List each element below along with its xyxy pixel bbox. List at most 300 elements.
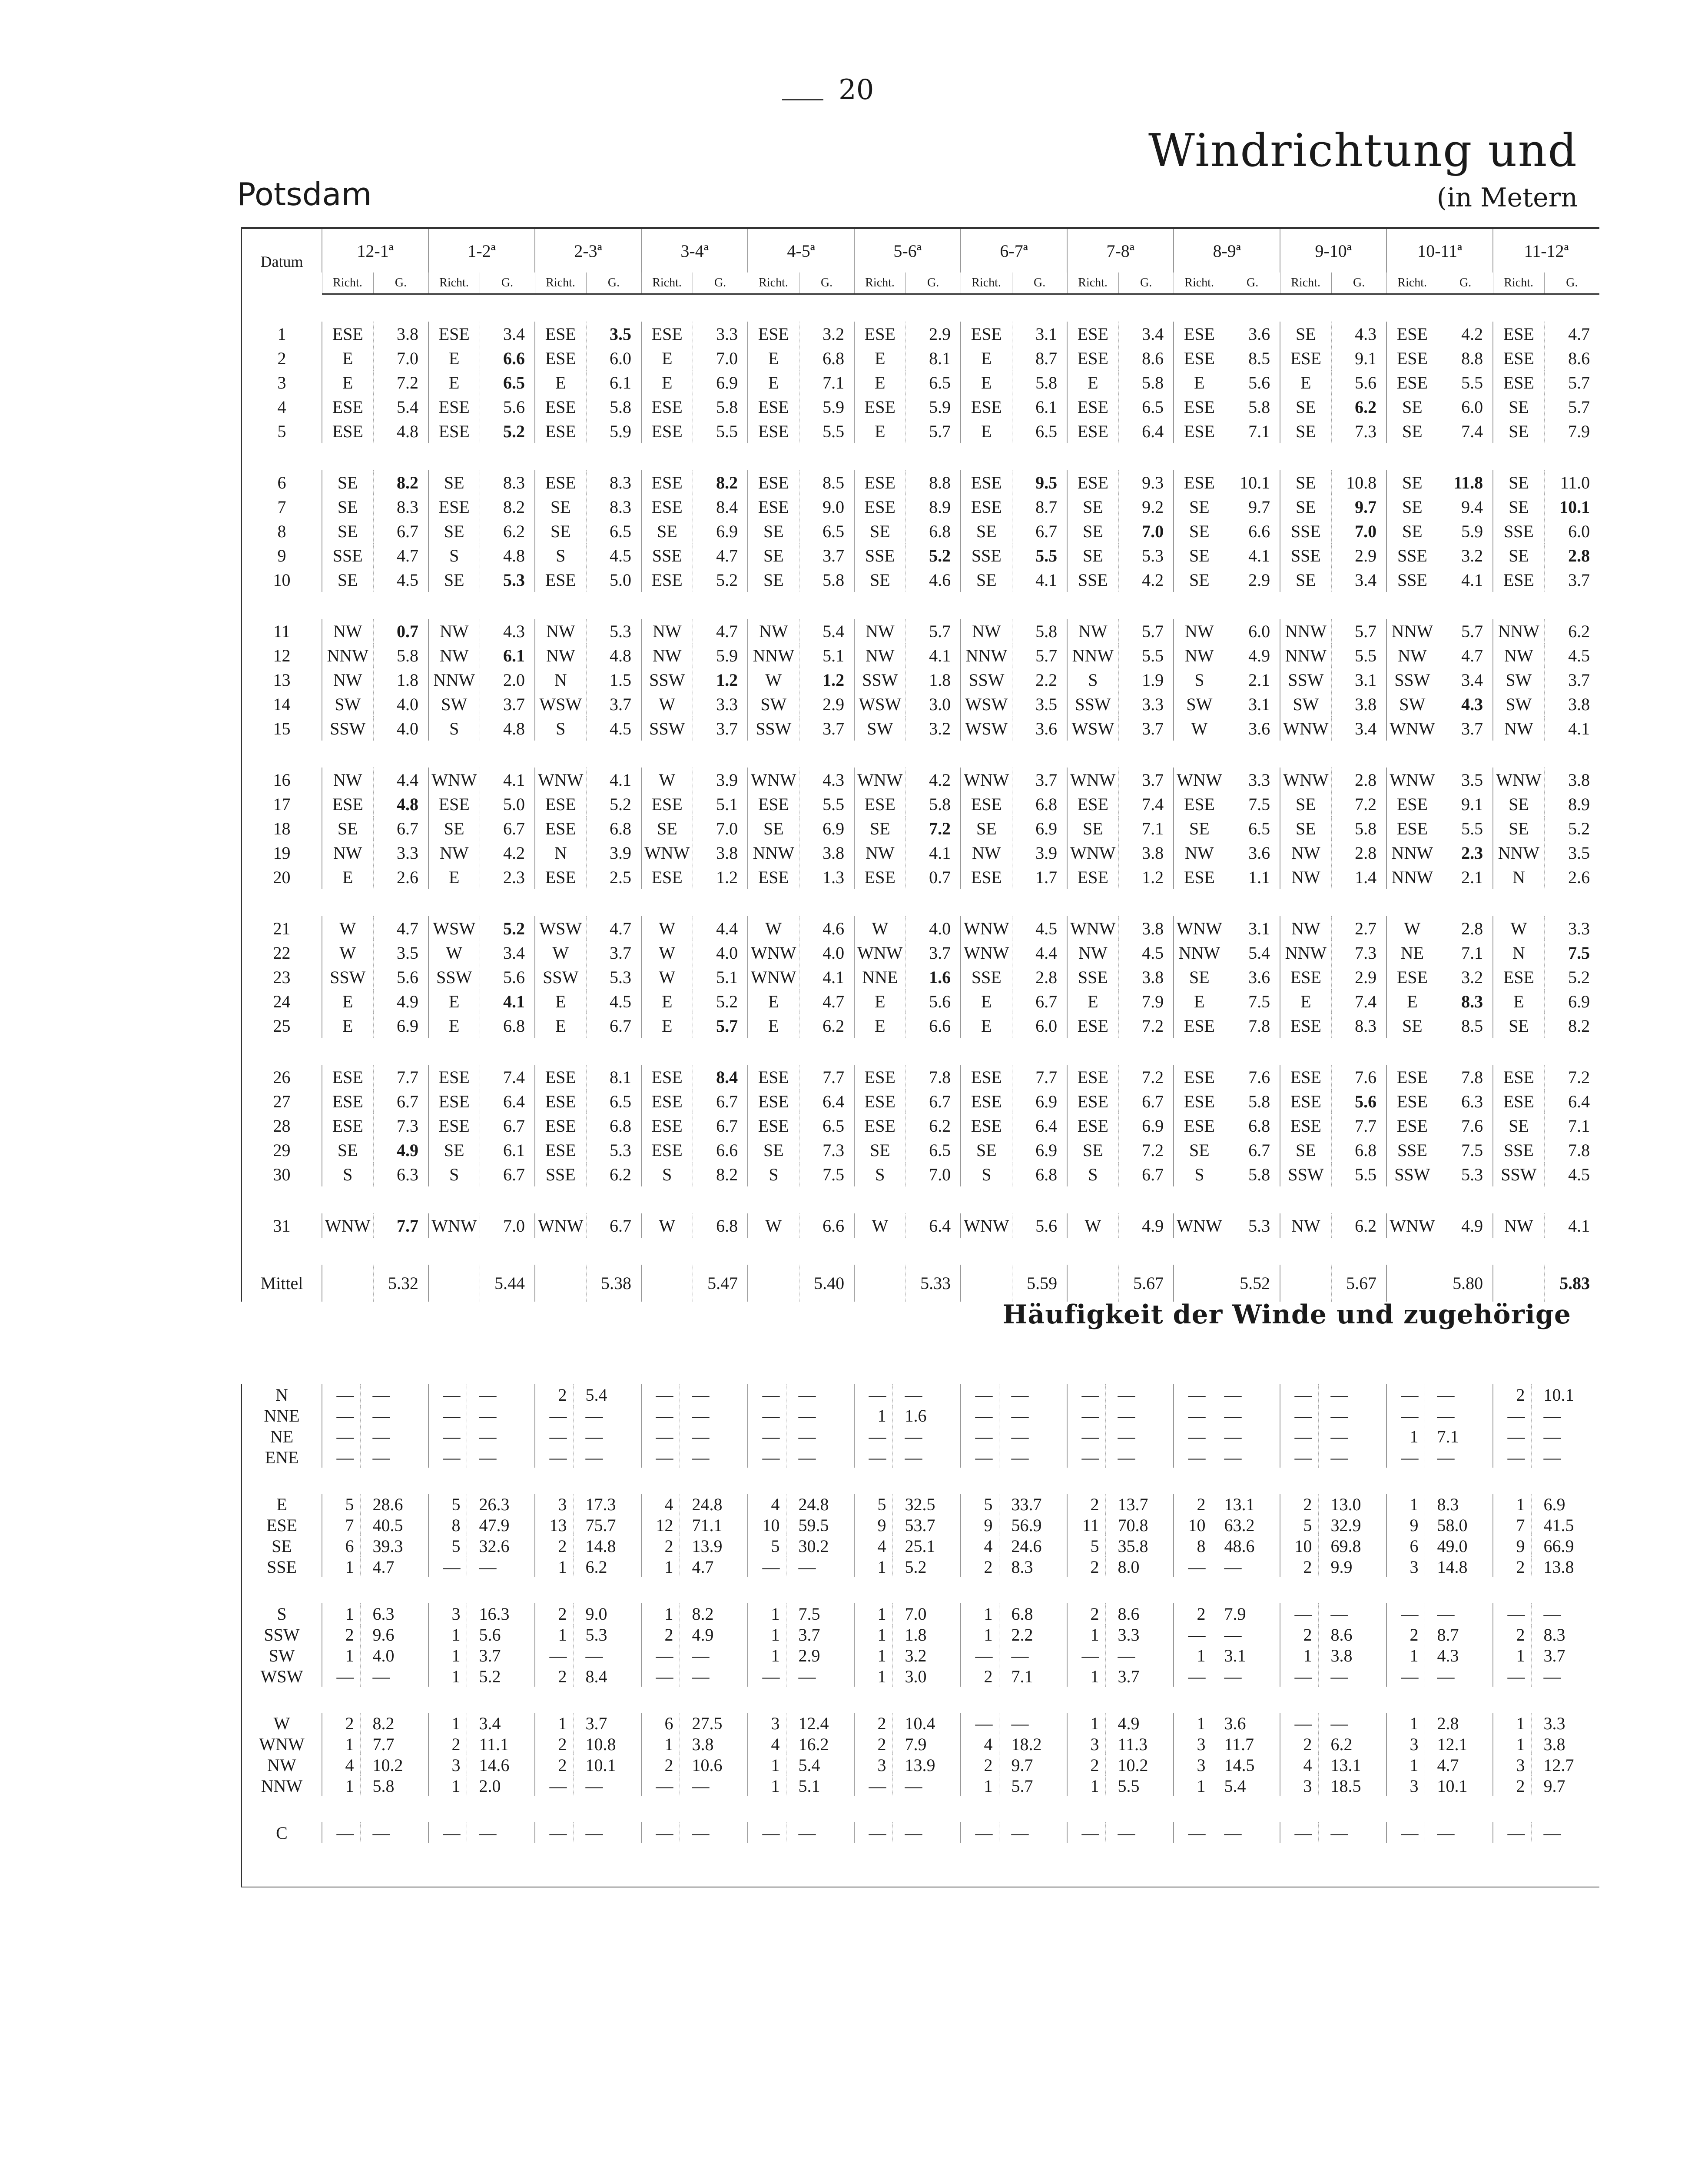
wind-direction: SE [1493,792,1544,816]
wind-direction: ESE [1067,865,1118,889]
wind-speed: 4.1 [905,643,961,668]
wind-direction: ESE [1386,346,1438,370]
hour-header: 9-10ª [1280,228,1386,273]
frequency-speed-sum: 5.4 [1212,1775,1280,1796]
frequency-direction: W [242,1713,322,1734]
wind-speed: 6.6 [480,346,535,370]
wind-direction: ESE [1493,965,1544,989]
frequency-count: 1 [428,1645,467,1666]
frequency-count: 1 [961,1624,999,1645]
frequency-count: 8 [428,1515,467,1535]
wind-speed: 7.0 [693,816,748,841]
wind-direction: ESE [641,792,693,816]
frequency-speed-sum: 32.5 [892,1494,961,1515]
wind-speed: 3.4 [480,322,535,346]
wind-direction: NW [1386,643,1438,668]
frequency-speed-sum: 8.2 [680,1603,748,1624]
frequency-count: — [1386,1384,1425,1405]
wind-speed: 5.9 [905,395,961,419]
wind-speed: 7.0 [905,1162,961,1186]
wind-speed: 7.8 [1544,1138,1599,1162]
speed-subheader: G. [1225,272,1280,294]
day-row [242,1213,1599,1238]
frequency-direction: NNW [242,1775,322,1796]
direction-subheader: Richt. [1386,272,1438,294]
mean-row [242,1265,1599,1302]
wind-direction: ESE [322,419,373,443]
frequency-row [242,1515,1599,1535]
wind-direction: ESE [322,1089,373,1113]
frequency-speed-sum: — [573,1447,641,1468]
wind-direction: ESE [428,1113,480,1138]
wind-speed: 7.3 [1331,419,1386,443]
wind-direction: ESE [748,395,799,419]
wind-direction: ESE [1386,1113,1438,1138]
frequency-speed-sum: 4.0 [360,1645,428,1666]
frequency-speed-sum: 10.1 [1531,1384,1599,1405]
wind-speed: 4.6 [905,568,961,592]
frequency-count: 2 [641,1624,680,1645]
wind-direction: WNW [322,1213,373,1238]
frequency-speed-sum: 16.3 [467,1603,535,1624]
frequency-speed-sum: 11.3 [1105,1734,1174,1754]
wind-speed: 7.7 [373,1065,428,1089]
frequency-section-title: Häufigkeit der Winde und zugehörige [1002,1299,1571,1330]
frequency-speed-sum: — [999,1822,1067,1843]
wind-speed: 4.6 [799,916,854,940]
frequency-count: 3 [748,1713,786,1734]
wind-direction: NNW [1493,841,1544,865]
wind-speed: 3.6 [1225,322,1280,346]
wind-speed: 5.5 [1331,643,1386,668]
wind-speed: 4.9 [373,989,428,1013]
frequency-count: 1 [854,1645,892,1666]
speed-subheader: G. [373,272,428,294]
wind-direction: ESE [641,495,693,519]
datum-header: Datum [242,228,322,294]
wind-speed: 7.9 [1544,419,1599,443]
wind-direction: SE [322,1138,373,1162]
frequency-count: 3 [535,1494,573,1515]
wind-speed: 6.2 [799,1013,854,1038]
frequency-count: — [535,1822,573,1843]
wind-speed: 7.5 [1544,940,1599,965]
wind-direction-speed-table [241,227,1599,1302]
wind-direction: SE [428,1138,480,1162]
wind-speed: 3.6 [1225,965,1280,989]
wind-speed: 5.8 [1118,370,1174,395]
wind-direction: S [428,1162,480,1186]
frequency-speed-sum: 30.2 [786,1535,854,1556]
frequency-count: — [535,1645,573,1666]
frequency-count: — [1280,1666,1318,1687]
wind-direction: SE [961,816,1012,841]
wind-speed: 5.7 [905,619,961,643]
wind-speed: 8.4 [693,1065,748,1089]
wind-direction: ESE [322,792,373,816]
wind-speed: 7.0 [480,1213,535,1238]
wind-speed: 2.8 [1544,543,1599,568]
wind-direction: ESE [1174,470,1225,495]
wind-direction: WNW [961,916,1012,940]
day-row [242,816,1599,841]
frequency-count: — [1174,1822,1212,1843]
wind-direction: NW [322,768,373,792]
frequency-count: 5 [428,1494,467,1515]
wind-speed: 4.1 [1544,716,1599,741]
frequency-speed-sum: 4.9 [1105,1713,1174,1734]
frequency-count: 4 [961,1734,999,1754]
wind-direction: NNW [748,841,799,865]
frequency-count: — [535,1426,573,1447]
wind-direction: W [641,940,693,965]
frequency-count: 1 [1174,1775,1212,1796]
hour-header: 4-5ª [748,228,854,273]
wind-speed: 8.6 [1544,346,1599,370]
wind-direction: SE [748,568,799,592]
day-row [242,768,1599,792]
hour-header: 11-12ª [1493,228,1599,273]
wind-speed: 6.3 [1438,1089,1493,1113]
wind-speed: 3.9 [693,768,748,792]
wind-speed: 6.7 [586,1213,641,1238]
wind-direction: SE [428,568,480,592]
frequency-speed-sum: 27.5 [680,1713,748,1734]
wind-direction: SE [1174,543,1225,568]
frequency-count: 2 [428,1734,467,1754]
frequency-speed-sum: 2.0 [467,1775,535,1796]
wind-speed: 6.0 [1544,519,1599,543]
hour-header: 6-7ª [961,228,1067,273]
wind-speed: 4.7 [693,543,748,568]
wind-direction: WSW [535,916,586,940]
wind-direction: SE [1386,495,1438,519]
day-row [242,668,1599,692]
frequency-speed-sum: 3.3 [1105,1624,1174,1645]
wind-direction: SSW [535,965,586,989]
wind-direction: ESE [854,495,905,519]
frequency-speed-sum: 4.7 [680,1556,748,1577]
wind-direction: SE [1174,816,1225,841]
wind-speed: 7.9 [1118,989,1174,1013]
frequency-speed-sum: — [1531,1405,1599,1426]
frequency-speed-sum: 8.7 [1425,1624,1493,1645]
wind-speed: 5.5 [1438,370,1493,395]
wind-speed: 3.8 [1118,841,1174,865]
frequency-speed-sum: 3.8 [680,1734,748,1754]
frequency-speed-sum: 24.6 [999,1535,1067,1556]
wind-direction: SSE [961,965,1012,989]
wind-direction: E [322,865,373,889]
frequency-row [242,1734,1599,1754]
frequency-speed-sum: — [1318,1666,1386,1687]
frequency-speed-sum: 8.6 [1318,1624,1386,1645]
frequency-count: — [1280,1426,1318,1447]
wind-direction: WNW [961,768,1012,792]
frequency-speed-sum: — [680,1426,748,1447]
day-row [242,1089,1599,1113]
frequency-speed-sum: 5.2 [467,1666,535,1687]
wind-speed: 11.8 [1438,470,1493,495]
wind-direction: SSW [961,668,1012,692]
wind-direction: ESE [1386,370,1438,395]
wind-speed: 3.8 [1544,768,1599,792]
frequency-speed-sum: — [1425,1666,1493,1687]
wind-direction: ESE [428,395,480,419]
wind-direction: ESE [641,470,693,495]
wind-speed: 3.5 [373,940,428,965]
wind-speed: 4.9 [1118,1213,1174,1238]
frequency-direction: WNW [242,1734,322,1754]
wind-direction: SSE [961,543,1012,568]
wind-direction: ESE [1067,419,1118,443]
wind-speed: 5.6 [1225,370,1280,395]
wind-speed: 7.2 [1118,1013,1174,1038]
frequency-count: 10 [1280,1535,1318,1556]
day-number: 2 [242,346,322,370]
wind-direction: ESE [854,1113,905,1138]
frequency-speed-sum: — [467,1822,535,1843]
wind-speed: 5.6 [373,965,428,989]
wind-speed: 3.3 [1544,916,1599,940]
frequency-speed-sum: — [1105,1822,1174,1843]
wind-speed: 6.6 [905,1013,961,1038]
wind-speed: 2.9 [1225,568,1280,592]
wind-direction: ESE [535,322,586,346]
frequency-speed-sum: 8.0 [1105,1556,1174,1577]
frequency-count: 1 [641,1734,680,1754]
frequency-count: 2 [1067,1556,1105,1577]
wind-direction: ESE [748,1065,799,1089]
frequency-speed-sum: — [1531,1447,1599,1468]
wind-speed: 8.3 [1331,1013,1386,1038]
frequency-speed-sum: 18.5 [1318,1775,1386,1796]
wind-direction: ESE [1493,568,1544,592]
wind-direction: WSW [961,692,1012,716]
frequency-speed-sum: — [786,1384,854,1405]
wind-speed: 2.8 [1331,768,1386,792]
wind-direction: WNW [641,841,693,865]
frequency-count: 9 [1386,1515,1425,1535]
frequency-count: — [1174,1405,1212,1426]
wind-direction: NNW [748,643,799,668]
day-row [242,568,1599,592]
day-row [242,346,1599,370]
wind-speed: 4.1 [1438,568,1493,592]
frequency-count: 4 [1280,1754,1318,1775]
frequency-row [242,1556,1599,1577]
day-number: 6 [242,470,322,495]
wind-speed: 5.3 [586,619,641,643]
wind-speed: 6.9 [1012,1138,1067,1162]
wind-speed: 7.1 [1544,1113,1599,1138]
wind-direction: SE [322,519,373,543]
frequency-count: 1 [322,1645,360,1666]
wind-direction: ESE [854,865,905,889]
wind-speed: 6.6 [693,1138,748,1162]
wind-direction: N [535,668,586,692]
wind-direction: NW [322,668,373,692]
frequency-count: 13 [535,1515,573,1535]
wind-direction: ESE [961,865,1012,889]
wind-speed: 1.7 [1012,865,1067,889]
frequency-speed-sum: 3.7 [467,1645,535,1666]
wind-direction: NW [961,841,1012,865]
wind-speed: 7.5 [1225,989,1280,1013]
wind-direction: ESE [854,1089,905,1113]
frequency-speed-sum: 5.6 [467,1624,535,1645]
wind-direction: E [428,1013,480,1038]
frequency-count: 4 [748,1494,786,1515]
wind-speed: 5.8 [905,792,961,816]
wind-direction: ESE [641,419,693,443]
frequency-count: 2 [1174,1603,1212,1624]
wind-speed: 6.7 [373,519,428,543]
wind-direction: WNW [535,1213,586,1238]
wind-speed: 6.5 [1225,816,1280,841]
mean-label: Mittel [242,1265,322,1302]
mean-speed: 5.47 [693,1265,748,1302]
mean-speed: 5.80 [1438,1265,1493,1302]
wind-speed: 6.5 [905,370,961,395]
frequency-count: — [961,1713,999,1734]
wind-speed: 6.4 [1544,1089,1599,1113]
wind-speed: 5.2 [693,989,748,1013]
wind-direction: ESE [1067,346,1118,370]
frequency-count: — [428,1822,467,1843]
wind-speed: 7.0 [1331,519,1386,543]
frequency-row [242,1405,1599,1426]
wind-direction: ESE [854,395,905,419]
direction-subheader: Richt. [1280,272,1331,294]
frequency-speed-sum: 10.4 [892,1713,961,1734]
frequency-speed-sum: 70.8 [1105,1515,1174,1535]
wind-direction: ESE [428,1065,480,1089]
wind-direction: SE [1386,1013,1438,1038]
wind-speed: 6.6 [1225,519,1280,543]
wind-speed: 5.7 [1544,370,1599,395]
wind-speed: 6.7 [480,816,535,841]
wind-direction: SSE [1280,519,1331,543]
wind-speed: 5.9 [799,395,854,419]
wind-direction: SW [854,716,905,741]
frequency-speed-sum: 3.4 [467,1713,535,1734]
wind-direction: NW [1067,940,1118,965]
frequency-speed-sum: 1.8 [892,1624,961,1645]
wind-speed: 3.5 [586,322,641,346]
wind-speed: 4.5 [1118,940,1174,965]
wind-direction: E [961,1013,1012,1038]
frequency-count: — [1280,1713,1318,1734]
wind-speed: 6.7 [480,1162,535,1186]
wind-direction: W [748,668,799,692]
hour-header: 10-11ª [1386,228,1493,273]
wind-speed: 6.7 [1012,989,1067,1013]
wind-speed: 3.8 [1118,916,1174,940]
wind-direction: W [854,916,905,940]
frequency-count: — [1174,1384,1212,1405]
wind-speed: 6.0 [1225,619,1280,643]
frequency-speed-sum: 9.0 [573,1603,641,1624]
wind-direction: ESE [322,395,373,419]
frequency-count: 2 [535,1666,573,1687]
frequency-row [242,1775,1599,1796]
mean-speed: 5.32 [373,1265,428,1302]
wind-direction: SE [322,568,373,592]
wind-speed: 7.8 [1438,1065,1493,1089]
frequency-count: 8 [1174,1535,1212,1556]
frequency-speed-sum: 3.3 [1531,1713,1599,1734]
direction-subheader: Richt. [1493,272,1544,294]
wind-speed: 4.1 [480,989,535,1013]
day-number: 22 [242,940,322,965]
wind-direction: WNW [1067,768,1118,792]
wind-direction: E [854,989,905,1013]
wind-speed: 5.5 [693,419,748,443]
wind-direction: WSW [535,692,586,716]
frequency-count: — [535,1775,573,1796]
wind-speed: 5.1 [693,792,748,816]
wind-direction: W [641,965,693,989]
wind-speed: 5.7 [1012,643,1067,668]
wind-speed: 6.8 [693,1213,748,1238]
wind-direction: ESE [961,1113,1012,1138]
direction-subheader: Richt. [748,272,799,294]
day-row [242,1013,1599,1038]
day-row [242,1162,1599,1186]
wind-direction: NW [1174,619,1225,643]
wind-speed: 4.7 [373,543,428,568]
wind-speed: 8.7 [1012,495,1067,519]
frequency-count: — [1174,1666,1212,1687]
frequency-speed-sum: — [1318,1603,1386,1624]
wind-direction: SW [1493,692,1544,716]
speed-subheader: G. [480,272,535,294]
wind-speed: 5.2 [586,792,641,816]
frequency-count: 2 [641,1754,680,1775]
frequency-speed-sum: 25.1 [892,1535,961,1556]
frequency-row [242,1713,1599,1734]
frequency-count: — [961,1405,999,1426]
wind-speed: 5.0 [586,568,641,592]
wind-speed: 4.5 [1544,1162,1599,1186]
frequency-speed-sum: — [1425,1405,1493,1426]
frequency-speed-sum: — [1531,1822,1599,1843]
wind-direction: SE [1386,419,1438,443]
wind-speed: 5.9 [693,643,748,668]
wind-speed: 4.0 [373,692,428,716]
wind-speed: 4.8 [373,419,428,443]
wind-direction: ESE [748,1113,799,1138]
frequency-count: 1 [748,1603,786,1624]
wind-direction: SSW [1067,692,1118,716]
wind-direction: ESE [1386,1089,1438,1113]
wind-speed: 5.3 [1438,1162,1493,1186]
day-number: 9 [242,543,322,568]
wind-speed: 5.8 [586,395,641,419]
wind-direction: S [641,1162,693,1186]
wind-speed: 7.5 [799,1162,854,1186]
day-number: 31 [242,1213,322,1238]
wind-direction: W [535,940,586,965]
frequency-speed-sum: — [1531,1666,1599,1687]
wind-direction: SE [854,519,905,543]
wind-speed: 7.3 [799,1138,854,1162]
wind-direction: NW [428,841,480,865]
day-row [242,419,1599,443]
wind-direction: SSE [1067,965,1118,989]
frequency-count: — [322,1666,360,1687]
